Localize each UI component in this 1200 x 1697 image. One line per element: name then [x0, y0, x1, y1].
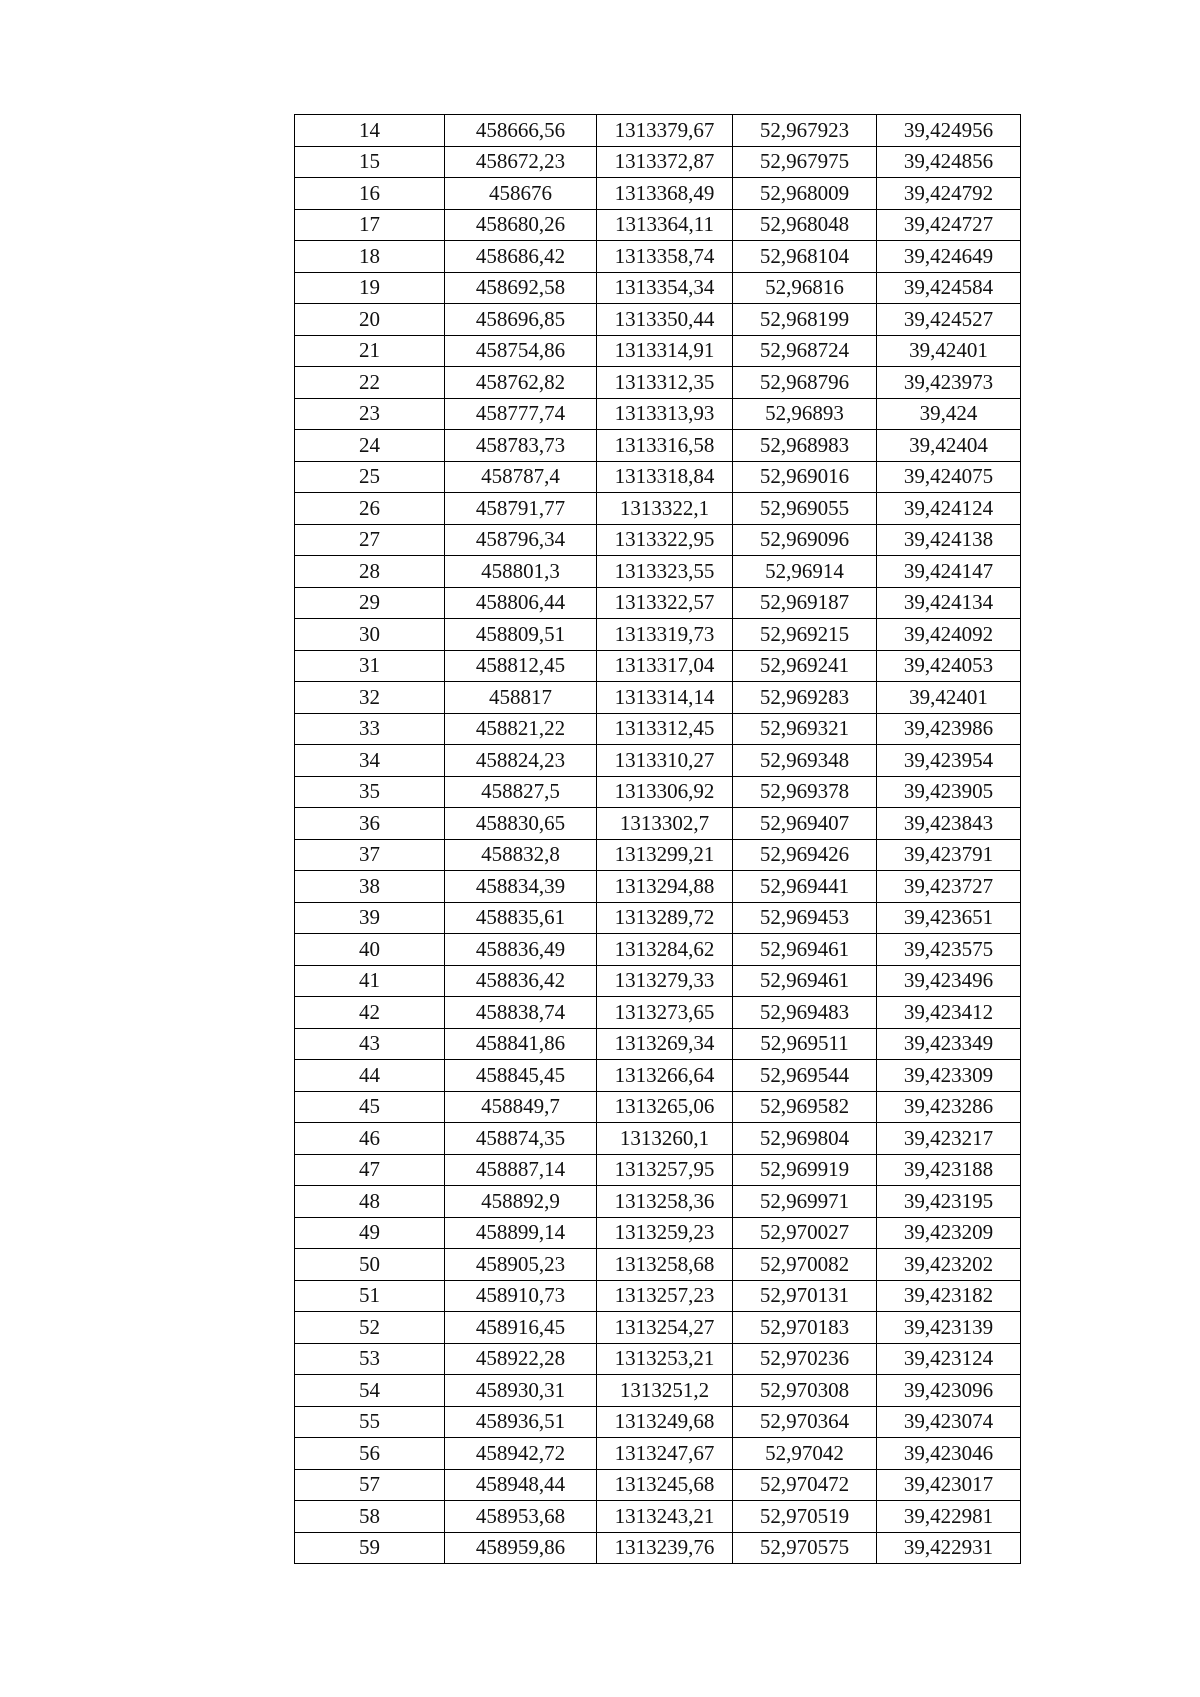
latitude-cell: 52,968048 [733, 209, 877, 241]
y-coordinate-cell: 1313294,88 [597, 871, 733, 903]
x-coordinate-cell: 458796,34 [445, 524, 597, 556]
latitude-cell: 52,969096 [733, 524, 877, 556]
point-number-cell: 17 [295, 209, 445, 241]
latitude-cell: 52,969582 [733, 1091, 877, 1123]
point-number-cell: 40 [295, 934, 445, 966]
longitude-cell: 39,423791 [877, 839, 1021, 871]
table-row [295, 493, 1021, 525]
point-number-cell: 48 [295, 1186, 445, 1218]
table-row [295, 1375, 1021, 1407]
latitude-cell: 52,970519 [733, 1501, 877, 1533]
table-row [295, 965, 1021, 997]
table-row [295, 1469, 1021, 1501]
longitude-cell: 39,423575 [877, 934, 1021, 966]
latitude-cell: 52,969407 [733, 808, 877, 840]
longitude-cell: 39,423973 [877, 367, 1021, 399]
latitude-cell: 52,969483 [733, 997, 877, 1029]
table-row [295, 871, 1021, 903]
point-number-cell: 42 [295, 997, 445, 1029]
table-row [295, 650, 1021, 682]
x-coordinate-cell: 458817 [445, 682, 597, 714]
y-coordinate-cell: 1313299,21 [597, 839, 733, 871]
longitude-cell: 39,423651 [877, 902, 1021, 934]
point-number-cell: 54 [295, 1375, 445, 1407]
table-row [295, 1501, 1021, 1533]
x-coordinate-cell: 458686,42 [445, 241, 597, 273]
longitude-cell: 39,42404 [877, 430, 1021, 462]
latitude-cell: 52,969511 [733, 1028, 877, 1060]
longitude-cell: 39,423986 [877, 713, 1021, 745]
x-coordinate-cell: 458809,51 [445, 619, 597, 651]
point-number-cell: 27 [295, 524, 445, 556]
y-coordinate-cell: 1313318,84 [597, 461, 733, 493]
x-coordinate-cell: 458836,49 [445, 934, 597, 966]
latitude-cell: 52,969283 [733, 682, 877, 714]
point-number-cell: 20 [295, 304, 445, 336]
x-coordinate-cell: 458916,45 [445, 1312, 597, 1344]
table-row [295, 997, 1021, 1029]
table-row [295, 304, 1021, 336]
y-coordinate-cell: 1313289,72 [597, 902, 733, 934]
latitude-cell: 52,96816 [733, 272, 877, 304]
x-coordinate-cell: 458676 [445, 178, 597, 210]
x-coordinate-cell: 458783,73 [445, 430, 597, 462]
latitude-cell: 52,97042 [733, 1438, 877, 1470]
point-number-cell: 15 [295, 146, 445, 178]
y-coordinate-cell: 1313269,34 [597, 1028, 733, 1060]
table-row [295, 272, 1021, 304]
x-coordinate-cell: 458824,23 [445, 745, 597, 777]
longitude-cell: 39,423954 [877, 745, 1021, 777]
latitude-cell: 52,968104 [733, 241, 877, 273]
table-row [295, 398, 1021, 430]
x-coordinate-cell: 458887,14 [445, 1154, 597, 1186]
longitude-cell: 39,424956 [877, 115, 1021, 147]
table-row [295, 335, 1021, 367]
latitude-cell: 52,969804 [733, 1123, 877, 1155]
latitude-cell: 52,970472 [733, 1469, 877, 1501]
longitude-cell: 39,423496 [877, 965, 1021, 997]
x-coordinate-cell: 458845,45 [445, 1060, 597, 1092]
point-number-cell: 31 [295, 650, 445, 682]
table-row [295, 146, 1021, 178]
table-row [295, 241, 1021, 273]
y-coordinate-cell: 1313317,04 [597, 650, 733, 682]
y-coordinate-cell: 1313350,44 [597, 304, 733, 336]
longitude-cell: 39,424147 [877, 556, 1021, 588]
latitude-cell: 52,969971 [733, 1186, 877, 1218]
point-number-cell: 34 [295, 745, 445, 777]
point-number-cell: 41 [295, 965, 445, 997]
longitude-cell: 39,423096 [877, 1375, 1021, 1407]
latitude-cell: 52,969016 [733, 461, 877, 493]
latitude-cell: 52,969187 [733, 587, 877, 619]
longitude-cell: 39,424727 [877, 209, 1021, 241]
point-number-cell: 38 [295, 871, 445, 903]
x-coordinate-cell: 458948,44 [445, 1469, 597, 1501]
table-row [295, 619, 1021, 651]
table-row [295, 115, 1021, 147]
point-number-cell: 47 [295, 1154, 445, 1186]
longitude-cell: 39,423309 [877, 1060, 1021, 1092]
longitude-cell: 39,42401 [877, 682, 1021, 714]
y-coordinate-cell: 1313358,74 [597, 241, 733, 273]
table-row [295, 713, 1021, 745]
point-number-cell: 57 [295, 1469, 445, 1501]
latitude-cell: 52,969348 [733, 745, 877, 777]
point-number-cell: 36 [295, 808, 445, 840]
longitude-cell: 39,424092 [877, 619, 1021, 651]
longitude-cell: 39,423182 [877, 1280, 1021, 1312]
table-row [295, 902, 1021, 934]
point-number-cell: 32 [295, 682, 445, 714]
table-row [295, 1060, 1021, 1092]
table-row [295, 1217, 1021, 1249]
x-coordinate-cell: 458936,51 [445, 1406, 597, 1438]
longitude-cell: 39,424 [877, 398, 1021, 430]
x-coordinate-cell: 458953,68 [445, 1501, 597, 1533]
y-coordinate-cell: 1313372,87 [597, 146, 733, 178]
latitude-cell: 52,969461 [733, 934, 877, 966]
longitude-cell: 39,423412 [877, 997, 1021, 1029]
table-row [295, 776, 1021, 808]
x-coordinate-cell: 458832,8 [445, 839, 597, 871]
latitude-cell: 52,969453 [733, 902, 877, 934]
y-coordinate-cell: 1313364,11 [597, 209, 733, 241]
point-number-cell: 35 [295, 776, 445, 808]
longitude-cell: 39,423188 [877, 1154, 1021, 1186]
point-number-cell: 21 [295, 335, 445, 367]
latitude-cell: 52,970364 [733, 1406, 877, 1438]
table-row [295, 461, 1021, 493]
latitude-cell: 52,970183 [733, 1312, 877, 1344]
longitude-cell: 39,42401 [877, 335, 1021, 367]
table-row [295, 1343, 1021, 1375]
point-number-cell: 56 [295, 1438, 445, 1470]
longitude-cell: 39,423017 [877, 1469, 1021, 1501]
table-row [295, 839, 1021, 871]
y-coordinate-cell: 1313259,23 [597, 1217, 733, 1249]
longitude-cell: 39,424134 [877, 587, 1021, 619]
y-coordinate-cell: 1313306,92 [597, 776, 733, 808]
point-number-cell: 52 [295, 1312, 445, 1344]
x-coordinate-cell: 458834,39 [445, 871, 597, 903]
x-coordinate-cell: 458930,31 [445, 1375, 597, 1407]
latitude-cell: 52,969215 [733, 619, 877, 651]
latitude-cell: 52,970082 [733, 1249, 877, 1281]
table-row [295, 1280, 1021, 1312]
longitude-cell: 39,422931 [877, 1532, 1021, 1564]
y-coordinate-cell: 1313239,76 [597, 1532, 733, 1564]
point-number-cell: 55 [295, 1406, 445, 1438]
y-coordinate-cell: 1313322,1 [597, 493, 733, 525]
point-number-cell: 29 [295, 587, 445, 619]
longitude-cell: 39,423202 [877, 1249, 1021, 1281]
x-coordinate-cell: 458827,5 [445, 776, 597, 808]
latitude-cell: 52,969919 [733, 1154, 877, 1186]
x-coordinate-cell: 458791,77 [445, 493, 597, 525]
x-coordinate-cell: 458899,14 [445, 1217, 597, 1249]
y-coordinate-cell: 1313284,62 [597, 934, 733, 966]
y-coordinate-cell: 1313322,57 [597, 587, 733, 619]
table-row [295, 178, 1021, 210]
point-number-cell: 58 [295, 1501, 445, 1533]
table-row [295, 1249, 1021, 1281]
latitude-cell: 52,970308 [733, 1375, 877, 1407]
y-coordinate-cell: 1313253,21 [597, 1343, 733, 1375]
longitude-cell: 39,424527 [877, 304, 1021, 336]
y-coordinate-cell: 1313322,95 [597, 524, 733, 556]
latitude-cell: 52,967975 [733, 146, 877, 178]
point-number-cell: 46 [295, 1123, 445, 1155]
x-coordinate-cell: 458672,23 [445, 146, 597, 178]
latitude-cell: 52,968009 [733, 178, 877, 210]
x-coordinate-cell: 458892,9 [445, 1186, 597, 1218]
latitude-cell: 52,969055 [733, 493, 877, 525]
y-coordinate-cell: 1313302,7 [597, 808, 733, 840]
point-number-cell: 50 [295, 1249, 445, 1281]
y-coordinate-cell: 1313257,95 [597, 1154, 733, 1186]
x-coordinate-cell: 458821,22 [445, 713, 597, 745]
x-coordinate-cell: 458835,61 [445, 902, 597, 934]
x-coordinate-cell: 458841,86 [445, 1028, 597, 1060]
x-coordinate-cell: 458754,86 [445, 335, 597, 367]
coordinates-table-body [295, 115, 1021, 1564]
x-coordinate-cell: 458874,35 [445, 1123, 597, 1155]
table-row [295, 1438, 1021, 1470]
longitude-cell: 39,423217 [877, 1123, 1021, 1155]
longitude-cell: 39,424856 [877, 146, 1021, 178]
x-coordinate-cell: 458922,28 [445, 1343, 597, 1375]
x-coordinate-cell: 458942,72 [445, 1438, 597, 1470]
latitude-cell: 52,969378 [733, 776, 877, 808]
point-number-cell: 45 [295, 1091, 445, 1123]
y-coordinate-cell: 1313319,73 [597, 619, 733, 651]
x-coordinate-cell: 458692,58 [445, 272, 597, 304]
longitude-cell: 39,423843 [877, 808, 1021, 840]
x-coordinate-cell: 458905,23 [445, 1249, 597, 1281]
y-coordinate-cell: 1313273,65 [597, 997, 733, 1029]
point-number-cell: 16 [295, 178, 445, 210]
longitude-cell: 39,423124 [877, 1343, 1021, 1375]
y-coordinate-cell: 1313310,27 [597, 745, 733, 777]
x-coordinate-cell: 458777,74 [445, 398, 597, 430]
longitude-cell: 39,423074 [877, 1406, 1021, 1438]
latitude-cell: 52,970131 [733, 1280, 877, 1312]
y-coordinate-cell: 1313379,67 [597, 115, 733, 147]
longitude-cell: 39,424075 [877, 461, 1021, 493]
table-row [295, 556, 1021, 588]
y-coordinate-cell: 1313249,68 [597, 1406, 733, 1438]
longitude-cell: 39,423286 [877, 1091, 1021, 1123]
y-coordinate-cell: 1313312,35 [597, 367, 733, 399]
y-coordinate-cell: 1313314,14 [597, 682, 733, 714]
latitude-cell: 52,968796 [733, 367, 877, 399]
table-row [295, 808, 1021, 840]
y-coordinate-cell: 1313245,68 [597, 1469, 733, 1501]
table-row [295, 1186, 1021, 1218]
coordinates-table [294, 114, 1021, 1564]
point-number-cell: 14 [295, 115, 445, 147]
x-coordinate-cell: 458959,86 [445, 1532, 597, 1564]
latitude-cell: 52,96893 [733, 398, 877, 430]
point-number-cell: 39 [295, 902, 445, 934]
point-number-cell: 24 [295, 430, 445, 462]
longitude-cell: 39,422981 [877, 1501, 1021, 1533]
y-coordinate-cell: 1313258,68 [597, 1249, 733, 1281]
point-number-cell: 18 [295, 241, 445, 273]
y-coordinate-cell: 1313243,21 [597, 1501, 733, 1533]
longitude-cell: 39,423349 [877, 1028, 1021, 1060]
y-coordinate-cell: 1313265,06 [597, 1091, 733, 1123]
point-number-cell: 30 [295, 619, 445, 651]
latitude-cell: 52,970027 [733, 1217, 877, 1249]
table-row [295, 209, 1021, 241]
y-coordinate-cell: 1313354,34 [597, 272, 733, 304]
longitude-cell: 39,423727 [877, 871, 1021, 903]
y-coordinate-cell: 1313260,1 [597, 1123, 733, 1155]
longitude-cell: 39,424053 [877, 650, 1021, 682]
x-coordinate-cell: 458812,45 [445, 650, 597, 682]
table-row [295, 524, 1021, 556]
longitude-cell: 39,424792 [877, 178, 1021, 210]
y-coordinate-cell: 1313368,49 [597, 178, 733, 210]
latitude-cell: 52,968199 [733, 304, 877, 336]
point-number-cell: 25 [295, 461, 445, 493]
latitude-cell: 52,969241 [733, 650, 877, 682]
longitude-cell: 39,423209 [877, 1217, 1021, 1249]
latitude-cell: 52,967923 [733, 115, 877, 147]
point-number-cell: 51 [295, 1280, 445, 1312]
table-row [295, 745, 1021, 777]
point-number-cell: 53 [295, 1343, 445, 1375]
table-row [295, 1123, 1021, 1155]
y-coordinate-cell: 1313266,64 [597, 1060, 733, 1092]
y-coordinate-cell: 1313313,93 [597, 398, 733, 430]
x-coordinate-cell: 458762,82 [445, 367, 597, 399]
point-number-cell: 22 [295, 367, 445, 399]
latitude-cell: 52,969461 [733, 965, 877, 997]
longitude-cell: 39,423046 [877, 1438, 1021, 1470]
longitude-cell: 39,424584 [877, 272, 1021, 304]
latitude-cell: 52,96914 [733, 556, 877, 588]
point-number-cell: 49 [295, 1217, 445, 1249]
longitude-cell: 39,424649 [877, 241, 1021, 273]
latitude-cell: 52,968983 [733, 430, 877, 462]
table-row [295, 587, 1021, 619]
latitude-cell: 52,969426 [733, 839, 877, 871]
table-row [295, 1028, 1021, 1060]
latitude-cell: 52,968724 [733, 335, 877, 367]
x-coordinate-cell: 458666,56 [445, 115, 597, 147]
y-coordinate-cell: 1313258,36 [597, 1186, 733, 1218]
x-coordinate-cell: 458836,42 [445, 965, 597, 997]
x-coordinate-cell: 458787,4 [445, 461, 597, 493]
table-row [295, 367, 1021, 399]
y-coordinate-cell: 1313314,91 [597, 335, 733, 367]
x-coordinate-cell: 458801,3 [445, 556, 597, 588]
table-row [295, 1091, 1021, 1123]
latitude-cell: 52,969441 [733, 871, 877, 903]
y-coordinate-cell: 1313323,55 [597, 556, 733, 588]
point-number-cell: 37 [295, 839, 445, 871]
longitude-cell: 39,423905 [877, 776, 1021, 808]
longitude-cell: 39,424138 [877, 524, 1021, 556]
longitude-cell: 39,424124 [877, 493, 1021, 525]
latitude-cell: 52,969544 [733, 1060, 877, 1092]
latitude-cell: 52,969321 [733, 713, 877, 745]
point-number-cell: 26 [295, 493, 445, 525]
table-row [295, 682, 1021, 714]
y-coordinate-cell: 1313279,33 [597, 965, 733, 997]
latitude-cell: 52,970575 [733, 1532, 877, 1564]
point-number-cell: 19 [295, 272, 445, 304]
y-coordinate-cell: 1313257,23 [597, 1280, 733, 1312]
y-coordinate-cell: 1313251,2 [597, 1375, 733, 1407]
x-coordinate-cell: 458849,7 [445, 1091, 597, 1123]
y-coordinate-cell: 1313247,67 [597, 1438, 733, 1470]
y-coordinate-cell: 1313254,27 [597, 1312, 733, 1344]
point-number-cell: 28 [295, 556, 445, 588]
latitude-cell: 52,970236 [733, 1343, 877, 1375]
x-coordinate-cell: 458910,73 [445, 1280, 597, 1312]
longitude-cell: 39,423139 [877, 1312, 1021, 1344]
point-number-cell: 44 [295, 1060, 445, 1092]
point-number-cell: 43 [295, 1028, 445, 1060]
x-coordinate-cell: 458830,65 [445, 808, 597, 840]
x-coordinate-cell: 458838,74 [445, 997, 597, 1029]
x-coordinate-cell: 458806,44 [445, 587, 597, 619]
point-number-cell: 33 [295, 713, 445, 745]
point-number-cell: 59 [295, 1532, 445, 1564]
y-coordinate-cell: 1313312,45 [597, 713, 733, 745]
table-row [295, 430, 1021, 462]
x-coordinate-cell: 458680,26 [445, 209, 597, 241]
table-row [295, 1406, 1021, 1438]
table-row [295, 1154, 1021, 1186]
table-row [295, 1312, 1021, 1344]
longitude-cell: 39,423195 [877, 1186, 1021, 1218]
table-row [295, 1532, 1021, 1564]
x-coordinate-cell: 458696,85 [445, 304, 597, 336]
point-number-cell: 23 [295, 398, 445, 430]
y-coordinate-cell: 1313316,58 [597, 430, 733, 462]
table-row [295, 934, 1021, 966]
